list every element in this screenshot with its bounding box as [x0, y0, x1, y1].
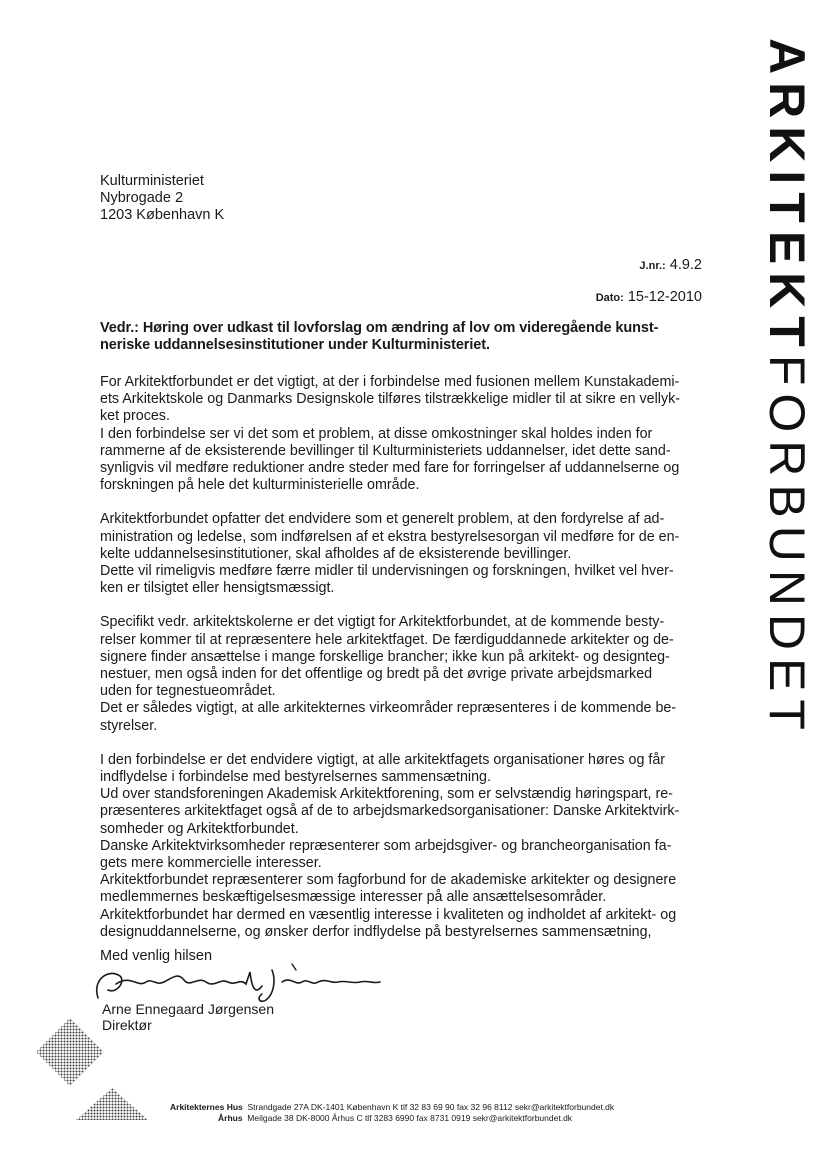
subject-line-1: Vedr.: Høring over udkast til lovforslag om ændring af lov om videregående kunst- — [100, 320, 659, 336]
house-logo-icon — [30, 1010, 165, 1125]
text-line: Arkitektforbundet repræsenterer som fagforbund for de akademiske arkitekter og designere — [100, 872, 677, 889]
text-line: uden for tegnestueområdet. — [100, 683, 276, 700]
text-line: relser kommer til at repræsentere hele arkitektfaget. De færdiguddannede arkitekter og de- — [100, 631, 674, 648]
date-value: 15-12-2010 — [627, 289, 702, 305]
text-line: I den forbindelse ser vi det som et problem, at disse omkostninger skal holdes inden for — [100, 425, 653, 442]
footer-office-2: Århus — [218, 1113, 243, 1123]
text-line: Ud over standsforeningen Akademisk Arkitektforening, som er selvstændig høringspart, re- — [100, 786, 673, 803]
brand-text — [758, 38, 816, 738]
text-line: Specifikt vedr. arkitektskolerne er det vigtigt for Arkitektforbundet, at de kommende besty- — [100, 614, 665, 631]
text-line: ket proces. — [100, 408, 170, 425]
paragraph-1 — [100, 374, 748, 494]
text-line: somheder og Arkitektforbundet. — [100, 820, 299, 837]
footer-office-1: Arkitekternes Hus — [170, 1102, 243, 1112]
letter-date — [596, 289, 702, 305]
text-line: forskningen på hele det kulturministerielle område. — [100, 477, 420, 494]
brand-bold-part: ARKITEKT — [759, 38, 815, 355]
footer-details-1: Strandgade 27A DK-1401 København K tlf 32 83 69 90 fax 32 96 8112 sekr@arkitektforbundet.dk — [247, 1102, 615, 1112]
letter-body — [100, 374, 748, 958]
date-label: Dato: — [595, 292, 624, 304]
text-line: styrelser. — [100, 717, 158, 734]
text-line: ministration og ledelse, som indførelsen af et ekstra bestyrelsesorgan vil medføre for de en- — [100, 528, 680, 545]
text-line: ken er tilsigtet eller hensigtsmæssigt. — [100, 580, 335, 597]
recipient-street: Nybrogade 2 — [100, 190, 184, 206]
text-line: nestuer, men også inden for det offentlige og bredt på det øvrige private arbejdsmarked — [100, 666, 653, 683]
footer-addresses — [170, 1102, 614, 1124]
brand-light-part: FORBUNDET — [759, 354, 815, 738]
text-line: Dette vil rimeligvis medføre færre midler til undervisningen og forskningen, hvilket vel hver- — [100, 563, 674, 580]
text-line: Det er således vigtigt, at alle arkitekternes virkeområder repræsenteres i de kommende be- — [100, 700, 677, 717]
footer-details-2: Meilgade 38 DK-8000 Århus C tlf 3283 6990 fax 8731 0919 sekr@arkitektforbundet.dk — [247, 1113, 573, 1123]
text-line: medlemmernes beskæftigelsesmæssige interesser på alle ansættelsesområder. — [100, 889, 607, 906]
text-line: rammerne af de eksisterende bevillinger til Kulturministeriets uddannelser, idet dette sand- — [100, 442, 671, 459]
reference-label: J.nr.: — [639, 260, 666, 272]
text-line: kelte uddannelsesinstitutioner, skal afholdes af de eksisterende bevillinger. — [100, 545, 572, 562]
recipient-address — [100, 173, 224, 224]
text-line: ets Arkitektskole og Danmarks Designskole tilføres tilstrækkelige midler til at sikre en vellyk- — [100, 391, 681, 408]
signer-name: Arne Ennegaard Jørgensen — [102, 1001, 274, 1017]
text-line: For Arkitektforbundet er det vigtigt, at der i forbindelse med fusionen mellem Kunstakademi- — [100, 374, 680, 390]
paragraph-3 — [100, 614, 748, 734]
paragraph-2 — [100, 511, 748, 597]
text-line: signere finder ansættelse i mange forskellige brancher; ikke kun på arkitekt- og designteg- — [100, 648, 670, 665]
recipient-city: 1203 København K — [100, 207, 225, 223]
text-line: indflydelse i forbindelse med bestyrelsernes sammensætning. — [100, 769, 491, 786]
text-line: designuddannelserne, og ønsker derfor indflydelse på bestyrelsernes sammensætning, — [100, 923, 652, 940]
text-line: I den forbindelse er det endvidere vigtigt, at alle arkitektfagets organisationer høres og får — [100, 751, 666, 768]
text-line: Arkitektforbundet opfatter det endvidere som et generelt problem, at den fordyrelse af ad- — [100, 511, 665, 528]
signer-title: Direktør — [102, 1017, 152, 1033]
footer-line-copenhagen — [170, 1102, 614, 1113]
text-line: synligvis vil medføre reduktioner andre steder med fare for forringelser af uddannelserne og — [100, 460, 680, 477]
closing-salutation: Med venlig hilsen — [100, 948, 213, 964]
subject-line — [100, 320, 740, 354]
subject-line-2: neriske uddannelsesinstitutioner under Kulturministeriet. — [100, 337, 490, 353]
text-line: gets mere kommercielle interesser. — [100, 855, 322, 872]
text-line: Arkitektforbundet har dermed en væsentlig interesse i kvaliteten og indholdet af arkitekt- og — [100, 906, 677, 923]
brand-wordmark — [757, 38, 817, 738]
reference-number — [639, 257, 702, 273]
text-line: præsenteres arkitektfaget også af de to arbejdsmarkedsorganisationer: Danske Arkitektvirk- — [100, 803, 680, 820]
recipient-name: Kulturministeriet — [100, 173, 204, 189]
paragraph-4 — [100, 752, 748, 941]
text-line: Danske Arkitektvirksomheder repræsenterer som arbejdsgiver- og brancheorganisation fa- — [100, 837, 672, 854]
footer-line-aarhus — [170, 1113, 614, 1124]
reference-value: 4.9.2 — [669, 257, 702, 273]
